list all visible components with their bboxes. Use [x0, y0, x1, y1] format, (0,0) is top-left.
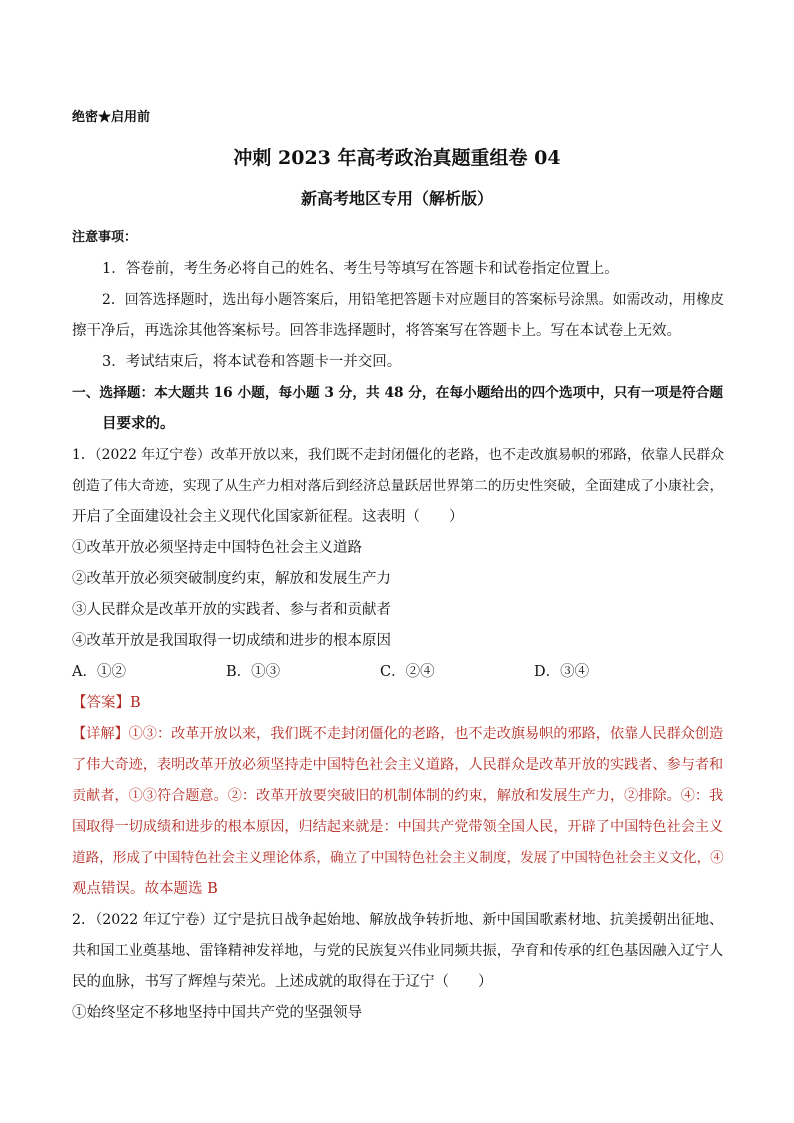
q2-stem-line-1: 2．（2022 年辽宁卷）辽宁是抗日战争起始地、解放战争转折地、新中国国歌素材地、抗美援朝出征地、: [72, 912, 724, 928]
q2-statement-1: ①始终坚定不移地坚持中国共产党的坚强领导: [72, 1005, 362, 1021]
page-subtitle: 新高考地区专用（解析版）: [300, 189, 493, 208]
q1-analysis-line-1: 【详解】①③：改革开放以来，我们既不走封闭僵化的老路，也不走改旗易帜的邪路，依靠人民群众创造: [72, 726, 724, 742]
q1-statement-4: ④改革开放是我国取得一切成绩和进步的根本原因: [72, 633, 391, 649]
q1-analysis-line-4: 国取得一切成绩和进步的根本原因，归结起来就是：中国共产党带领全国人民，开辟了中国特色社会主义: [72, 819, 724, 835]
q1-analysis-line-3: 贡献者，①③符合题意。②：改革开放要突破旧的机制体制的约束，解放和发展生产力，②排除。④：我: [72, 788, 724, 804]
q1-statement-2: ②改革开放必须突破制度约束，解放和发展生产力: [72, 571, 391, 587]
q1-stem-line-2: 创造了伟大奇迹，实现了从生产力相对落后到经济总量跃居世界第二的历史性突破，全面建成了小康社会，: [72, 478, 724, 494]
q1-option-b: B．①③: [226, 664, 281, 680]
notice-item-3: 3．考试结束后，将本试卷和答题卡一并交回。: [102, 354, 402, 370]
notice-heading: 注意事项：: [72, 230, 138, 245]
q2-stem-line-3: 民的血脉，书写了辉煌与荣光。上述成就的取得在于辽宁（ ）: [72, 974, 493, 990]
section1-instructions: 一、选择题：本大题共 16 小题，每小题 3 分，共 48 分，在每小题给出的四个选项中，只有一项是符合题: [72, 385, 724, 401]
q1-option-c: C．②④: [380, 664, 435, 680]
notice-item-2: 2．回答选择题时，选出每小题答案后，用铅笔把答题卡对应题目的答案标号涂黑。如需改动，用橡皮: [102, 292, 725, 308]
q1-statement-1: ①改革开放必须坚持走中国特色社会主义道路: [72, 540, 362, 556]
q1-analysis-line-2: 了伟大奇迹，表明改革开放必须坚持走中国特色社会主义道路，人民群众是改革开放的实践者、参与者和: [72, 757, 724, 773]
q2-stem-line-2: 共和国工业奠基地、雷锋精神发祥地，与党的民族复兴伟业同频共振，孕育和传承的红色基因融入辽宁人: [72, 943, 724, 959]
q1-analysis-line-5: 道路，形成了中国特色社会主义理论体系，确立了中国特色社会主义制度，发展了中国特色社会主义文化，④: [72, 850, 724, 866]
q1-stem-line-3: 开启了全面建设社会主义现代化国家新征程。这表明（ ）: [72, 509, 464, 525]
secret-mark: 绝密★启用前: [72, 110, 151, 125]
notice-item-2-cont: 擦干净后，再选涂其他答案标号。回答非选择题时，将答案写在答题卡上。写在本试卷上无效。: [72, 323, 681, 339]
page-title: 冲刺 2023 年高考政治真题重组卷 04: [233, 147, 561, 169]
q1-analysis-line-6: 观点错误。故本题选 B: [72, 881, 218, 897]
section1-instructions-cont: 目要求的。: [102, 415, 175, 432]
notice-item-1: 1．答卷前，考生务必将自己的姓名、考生号等填写在答题卡和试卷指定位置上。: [102, 261, 619, 277]
q1-option-d: D．③④: [534, 664, 590, 680]
q1-answer: 【答案】B: [72, 695, 141, 711]
q1-stem-line-1: 1．（2022 年辽宁卷）改革开放以来，我们既不走封闭僵化的老路，也不走改旗易帜的邪路，依靠人民群众: [72, 447, 725, 463]
q1-statement-3: ③人民群众是改革开放的实践者、参与者和贡献者: [72, 602, 391, 618]
q1-option-a: A．①②: [72, 664, 126, 680]
